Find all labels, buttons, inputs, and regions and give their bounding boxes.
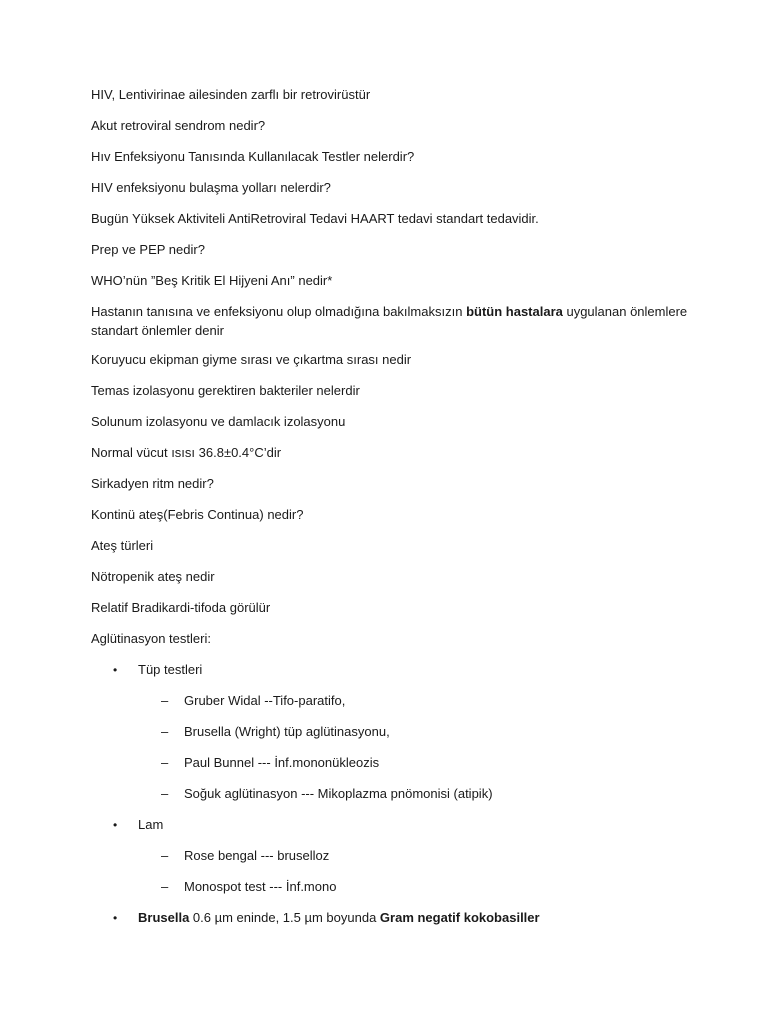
bold-text: Brusella bbox=[138, 910, 190, 925]
bullet-icon: • bbox=[113, 911, 118, 925]
paragraph-circadian-rhythm: Sirkadyen ritm nedir? bbox=[91, 476, 214, 491]
list-subitem-label: Paul Bunnel --- İnf.mononükleozis bbox=[184, 755, 380, 770]
list-subitem-label: Brusella (Wright) tüp aglütinasyonu, bbox=[184, 724, 390, 739]
list-subitem-label: Soğuk aglütinasyon --- Mikoplazma pnömonisi (atipik) bbox=[184, 786, 493, 801]
text-run: Hastanın tanısına ve enfeksiyonu olup olmadığına bakılmaksızın bbox=[91, 304, 467, 319]
paragraph-acute-retroviral-syndrome: Akut retroviral sendrom nedir? bbox=[91, 118, 266, 133]
text-run: uygulanan önlemlere standart önlemler denir bbox=[91, 304, 688, 338]
paragraph-hiv-transmission: HIV enfeksiyonu bulaşma yolları nelerdir? bbox=[91, 180, 331, 195]
list-subitem bbox=[91, 847, 691, 866]
paragraph-prep-pep: Prep ve PEP nedir? bbox=[91, 242, 205, 257]
dash-icon: – bbox=[161, 724, 169, 739]
paragraph-relative-bradycardia: Relatif Bradikardi-tifoda görülür bbox=[91, 600, 271, 615]
paragraph-fever-types: Ateş türleri bbox=[91, 538, 154, 553]
dash-icon: – bbox=[161, 786, 169, 801]
list-item-brucella bbox=[91, 909, 691, 928]
list-item-slide-tests bbox=[91, 816, 691, 835]
dash-icon: – bbox=[161, 848, 169, 863]
paragraph-neutropenic-fever: Nötropenik ateş nedir bbox=[91, 569, 215, 584]
paragraph-hiv-retrovirus: HIV, Lentivirinae ailesinden zarflı bir retrovirüstür bbox=[91, 87, 371, 102]
list-item-label: Tüp testleri bbox=[138, 662, 203, 677]
paragraph-ppe-order: Koruyucu ekipman giyme sırası ve çıkartma sırası nedir bbox=[91, 352, 412, 367]
bold-text: Gram negatif kokobasiller bbox=[379, 910, 540, 925]
text-run: 0.6 µm eninde, 1.5 µm boyunda bbox=[189, 910, 380, 925]
paragraph-respiratory-isolation: Solunum izolasyonu ve damlacık izolasyonu bbox=[91, 414, 346, 429]
document-body bbox=[91, 86, 691, 940]
paragraph-who-hand-hygiene: WHO’nün ”Beş Kritik El Hijyeni Anı” nedir* bbox=[91, 273, 333, 288]
bullet-icon: • bbox=[113, 818, 118, 832]
dash-icon: – bbox=[161, 755, 169, 770]
list-subitem bbox=[91, 878, 691, 897]
paragraph-agglutination-tests: Aglütinasyon testleri: bbox=[91, 631, 211, 646]
list-item-tube-tests bbox=[91, 661, 691, 680]
bullet-icon: • bbox=[113, 663, 118, 677]
paragraph-standard-precautions bbox=[91, 303, 691, 340]
list-subitem bbox=[91, 754, 691, 773]
list-subitem bbox=[91, 785, 691, 804]
dash-icon: – bbox=[161, 879, 169, 894]
bold-text: bütün hastalara bbox=[466, 304, 563, 319]
dash-icon: – bbox=[161, 693, 169, 708]
paragraph-hiv-diagnostic-tests: Hıv Enfeksiyonu Tanısında Kullanılacak Testler nelerdir? bbox=[91, 149, 415, 164]
paragraph-contact-isolation: Temas izolasyonu gerektiren bakteriler nelerdir bbox=[91, 383, 360, 398]
paragraph-body-temperature: Normal vücut ısısı 36.8±0.4°C’dir bbox=[91, 445, 282, 460]
agglutination-list bbox=[91, 661, 691, 928]
list-subitem bbox=[91, 723, 691, 742]
paragraph-haart: Bugün Yüksek Aktiviteli AntiRetroviral Tedavi HAART tedavi standart tedavidir. bbox=[91, 211, 539, 226]
list-item-label: Lam bbox=[138, 817, 164, 832]
list-subitem-label: Rose bengal --- bruselloz bbox=[184, 848, 330, 863]
paragraph-continuous-fever: Kontinü ateş(Febris Continua) nedir? bbox=[91, 507, 304, 522]
list-item-label bbox=[138, 910, 540, 925]
list-subitem-label: Monospot test --- İnf.mono bbox=[184, 879, 337, 894]
list-subitem-label: Gruber Widal --Tifo-paratifo, bbox=[184, 693, 346, 708]
list-subitem bbox=[91, 692, 691, 711]
